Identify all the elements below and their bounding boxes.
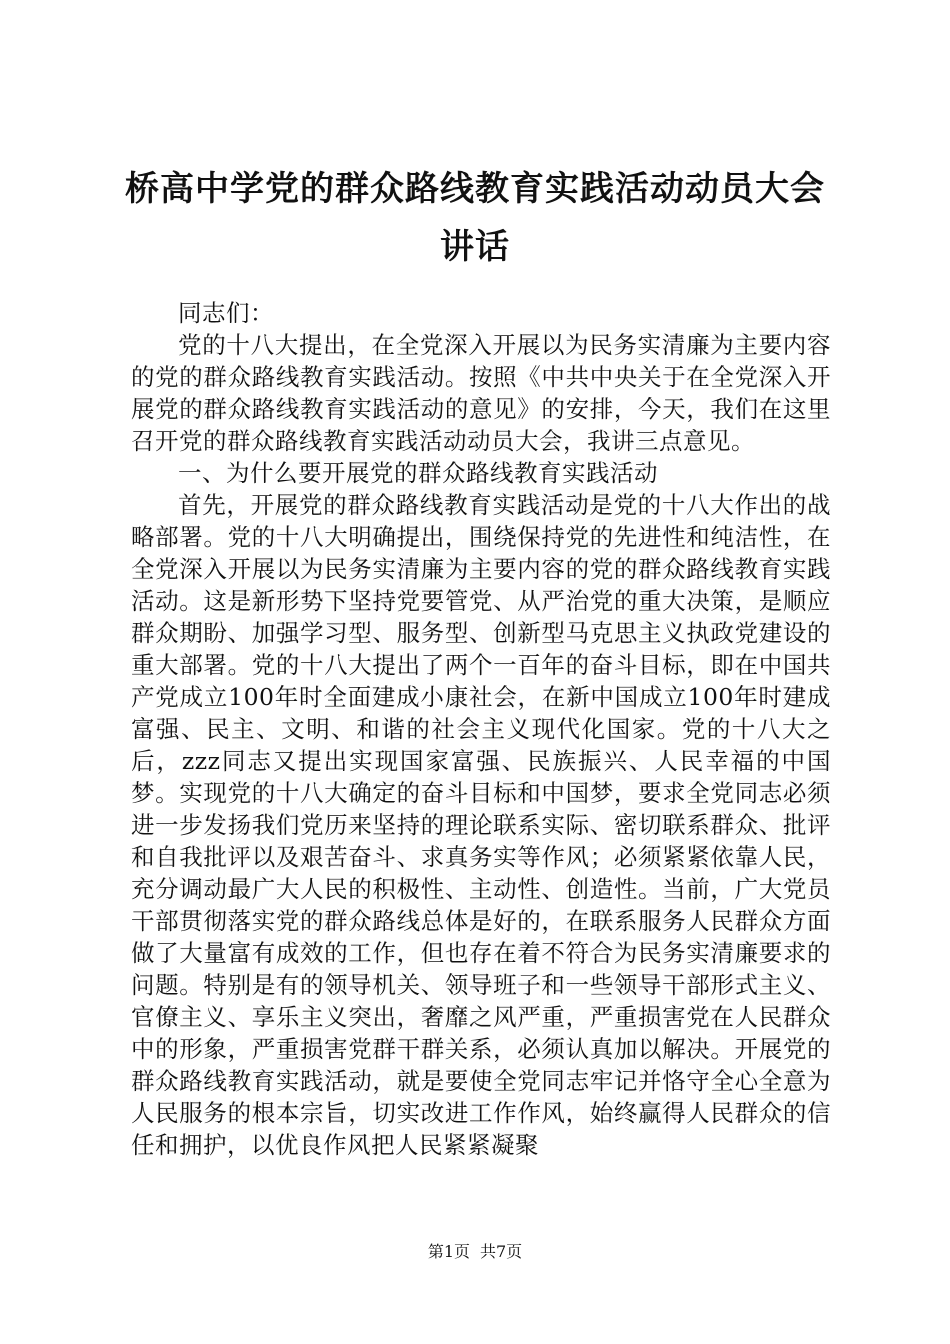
section-heading: 一、为什么要开展党的群众路线教育实践活动 — [178, 459, 658, 487]
document-body — [131, 297, 831, 1161]
salutation: 同志们： — [178, 299, 274, 327]
page-total: 共7页 — [480, 1242, 523, 1261]
page-number: 第1页 — [427, 1242, 470, 1261]
page-footer — [0, 1241, 950, 1263]
document-title: 桥高中学党的群众路线教育实践活动动员大会讲话 — [125, 169, 825, 267]
intro-paragraph: 党的十八大提出，在全党深入开展以为民务实清廉为主要内容的党的群众路线教育实践活动。按照《中共中央关于在全党深入开展党的群众路线教育实践活动的意见》的安排，今天，我们在这里召开党的群众路线教育实践活动动员大会，我讲三点意见。 — [131, 331, 831, 455]
body-paragraph: 首先，开展党的群众路线教育实践活动是党的十八大作出的战略部署。党的十八大明确提出，围绕保持党的先进性和纯洁性，在全党深入开展以为民务实清廉为主要内容的党的群众路线教育实践活动。这是新形势下坚持党要管党、从严治党的重大决策，是顺应群众期盼、加强学习型、服务型、创新型马克思主义执政党建设的重大部署。党的十八大提出了两个一百年的奋斗目标，即在中国共产党成立100年时全面建成小康社会，在新中国成立100年时建成富强、民主、文明、和谐的社会主义现代化国家。党的十八大之后，zzz同志又提出实现国家富强、民族振兴、人民幸福的中国梦。实现党的十八大确定的奋斗目标和中国梦，要求全党同志必须进一步发扬我们党历来坚持的理论联系实际、密切联系群众、批评和自我批评以及艰苦奋斗、求真务实等作风；必须紧紧依靠人民，充分调动最广大人民的积极性、主动性、创造性。当前，广大党员干部贯彻落实党的群众路线总体是好的，在联系服务人民群众方面做了大量富有成效的工作，但也存在着不符合为民务实清廉要求的问题。特别是有的领导机关、领导班子和一些领导干部形式主义、官僚主义、享乐主义突出，奢靡之风严重，严重损害党在人民群众中的形象，严重损害党群干群关系，必须认真加以解决。开展党的群众路线教育实践活动，就是要使全党同志牢记并恪守全心全意为人民服务的根本宗旨，切实改进工作作风，始终赢得人民群众的信任和拥护，以优良作风把人民紧紧凝聚 — [131, 491, 831, 1159]
